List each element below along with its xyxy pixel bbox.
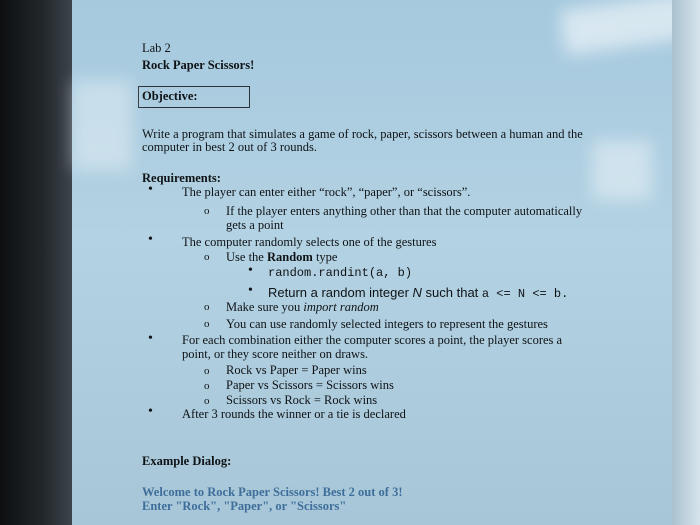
bullet-icon: • <box>148 232 153 247</box>
req-4: After 3 rounds the winner or a tie is declared <box>182 407 406 421</box>
req-2-sub-1-post: type <box>312 250 338 264</box>
req-1: The player can enter either “rock”, “paper”, or “scissors”. <box>182 185 471 199</box>
sub-bullet-icon: o <box>204 301 210 313</box>
randint-code: random.randint(a, b) <box>268 266 413 280</box>
requirements-heading: Requirements: <box>142 171 221 185</box>
req-2-sub-3: You can use randomly selected integers to represent the gestures <box>226 317 548 331</box>
document-page <box>72 0 672 525</box>
dialog-line-2: Enter "Rock", "Paper", or "Scissors" <box>142 499 347 513</box>
lab-title: Lab 2 <box>142 41 171 55</box>
bullet-icon: • <box>148 331 153 346</box>
req-1-sub-1-line-1: If the player enters anything other than that the computer automatically <box>226 204 583 218</box>
monitor-bezel-left <box>0 0 72 525</box>
req-3-sub-3: Scissors vs Rock = Rock wins <box>226 393 378 407</box>
req-3-line-2: point, or they score neither on draws. <box>182 347 369 361</box>
return-code: a <= N <= b. <box>481 287 569 301</box>
bullet-icon: • <box>248 283 253 298</box>
sub-bullet-icon: o <box>204 380 210 392</box>
req-3-sub-2: Paper vs Scissors = Scissors wins <box>226 378 394 392</box>
objective-heading: Objective: <box>142 89 198 103</box>
objective-line-1: Write a program that simulates a game of rock, paper, scissors between a human and the <box>142 127 583 141</box>
return-mid: such that <box>421 285 482 300</box>
adjacent-window-edge <box>672 0 700 525</box>
req-2-sub-2-pre: Make sure you <box>226 300 304 314</box>
req-1-sub-1-line-2: gets a point <box>226 218 284 232</box>
req-3-sub-1: Rock vs Paper = Paper wins <box>226 363 367 377</box>
req-2-sub-1-bold: Random <box>266 250 313 264</box>
sub-bullet-icon: o <box>204 251 210 263</box>
sub-bullet-icon: o <box>204 395 210 407</box>
bullet-icon: • <box>148 182 153 197</box>
req-2-sub-1-pre: Use the <box>226 250 267 264</box>
req-3-line-1: For each combination either the computer scores a point, the player scores a <box>182 333 563 347</box>
req-2-sub-2-italic: import random <box>303 300 379 314</box>
req-2-sub-2 <box>226 300 379 315</box>
example-heading: Example Dialog: <box>142 454 232 468</box>
return-line <box>268 285 568 301</box>
screen-glare <box>592 140 652 200</box>
return-pre: Return a random integer <box>268 285 413 300</box>
sub-bullet-icon: o <box>204 318 210 330</box>
bullet-icon: • <box>248 263 253 278</box>
sub-bullet-icon: o <box>204 365 210 377</box>
objective-line-2: computer in best 2 out of 3 rounds. <box>142 140 317 154</box>
sub-bullet-icon: o <box>204 205 210 217</box>
screen-glare <box>72 80 132 170</box>
bullet-icon: • <box>148 404 153 419</box>
req-2-sub-1 <box>226 250 337 265</box>
return-n: N <box>412 285 422 300</box>
lab-subtitle: Rock Paper Scissors! <box>142 58 255 72</box>
dialog-line-1: Welcome to Rock Paper Scissors! Best 2 out of 3! <box>142 485 403 499</box>
req-2: The computer randomly selects one of the gestures <box>182 235 437 249</box>
